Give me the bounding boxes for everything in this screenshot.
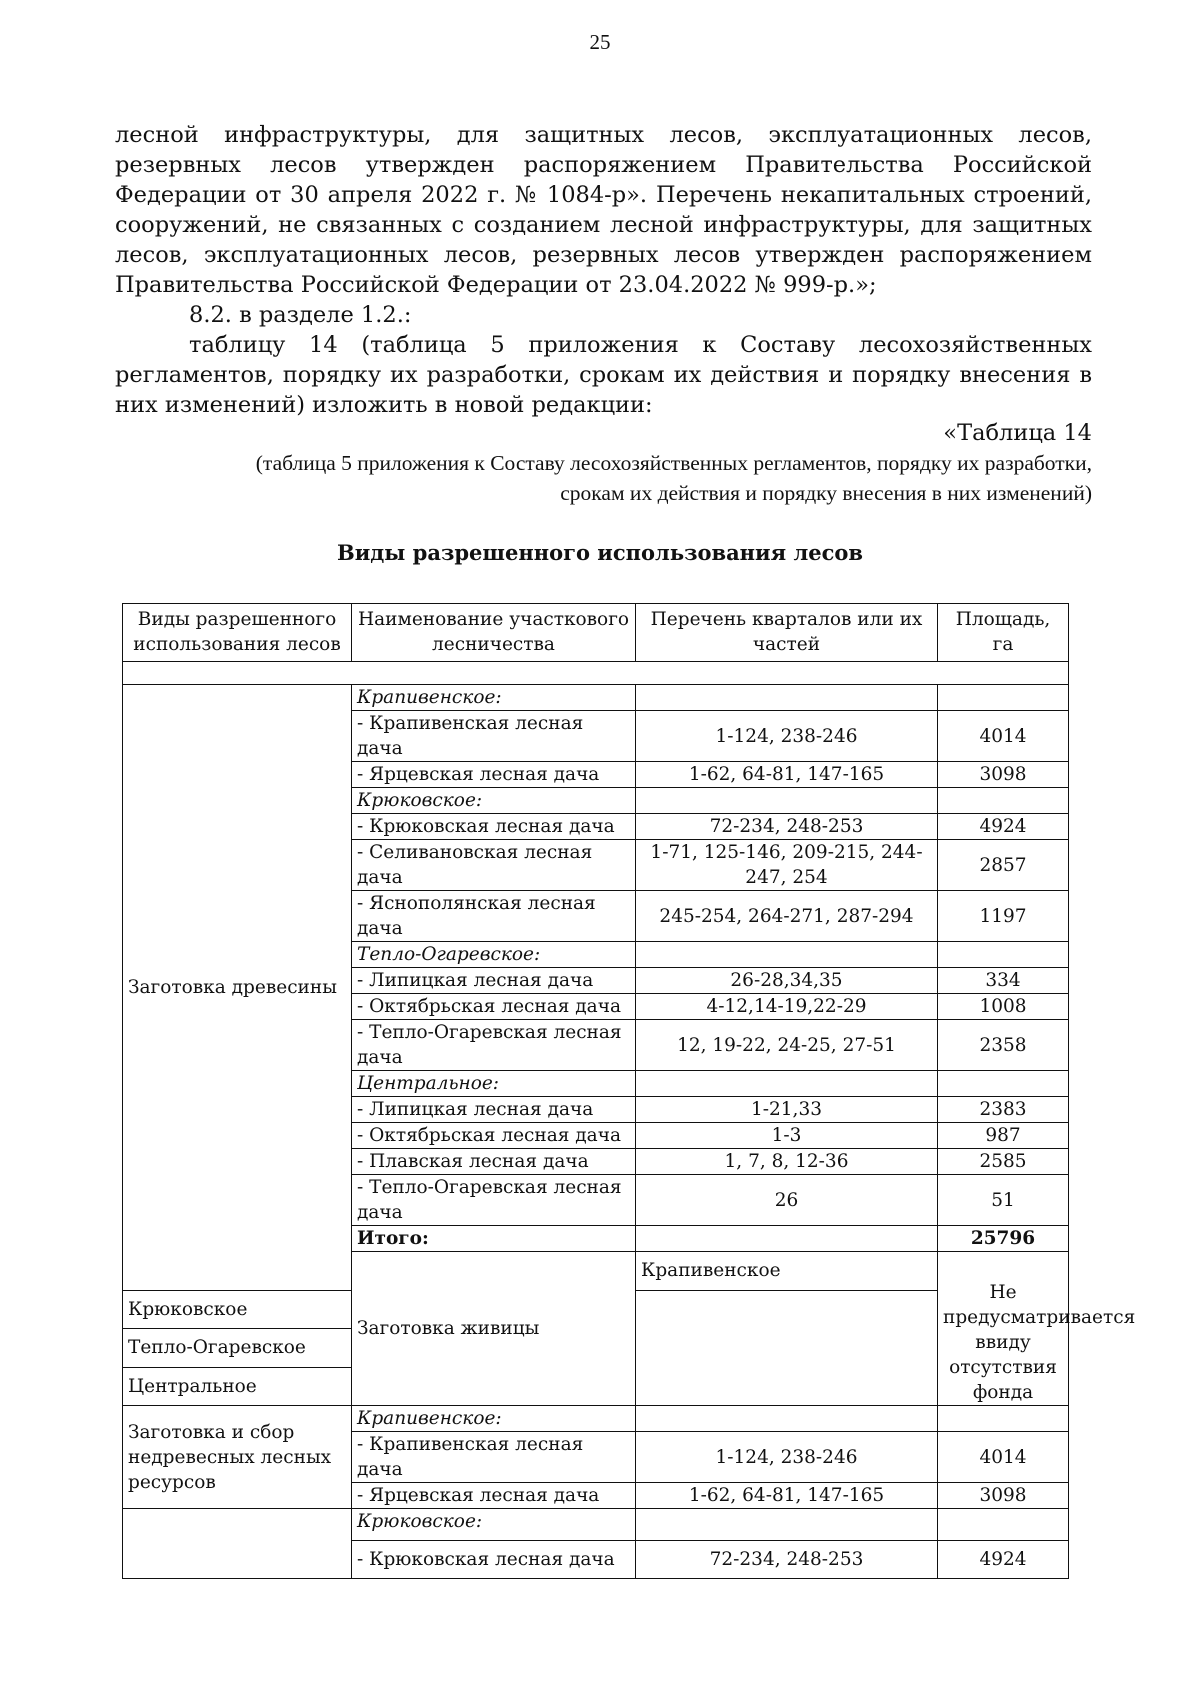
area-cell: 1197 <box>938 891 1069 942</box>
table-title: Виды разрешенного использования лесов <box>336 540 863 565</box>
table-header-row <box>123 604 1069 662</box>
paragraph-instruction: таблицу 14 (таблица 5 приложения к Составу лесохозяйственных регламентов, порядку их разработки, срокам их действия и порядку внесения в них изменений) изложить в новой редакции: <box>115 332 1092 418</box>
spacer-row <box>123 662 1069 685</box>
forestry-section: Крюковское: <box>352 788 636 814</box>
forest-dacha-name: - Липицкая лесная дача <box>352 1097 636 1123</box>
body-text <box>115 120 1092 420</box>
not-provided-note: Не предусматривается ввиду отсутствия фонда <box>938 1252 1069 1406</box>
area-cell: 2383 <box>938 1097 1069 1123</box>
quarters-cell: 72-234, 248-253 <box>636 814 938 840</box>
area-cell <box>938 685 1069 711</box>
table-subtitle-line2: срокам их действия и порядку внесения в них изменений) <box>560 481 1092 505</box>
forest-dacha-name: - Селивановская лесная дача <box>352 840 636 891</box>
paragraph-continuation: лесной инфраструктуры, для защитных лесов, эксплуатационных лесов, резервных лесов утвержден распоряжением Правительства Российской Федерации от 30 апреля 2022 г. № 1084-р». Перечень некапитальных строений, сооружений, не связанных с созданием лесной инфраструктуры, для защитных лесов, эксплуатационных лесов, резервных лесов утвержден распоряжением Правительства Российской Федерации от 23.04.2022 № 999-р.»; <box>115 122 1092 298</box>
header-quarters: Перечень кварталов или их частей <box>636 604 938 662</box>
quarters-cell: 26-28,34,35 <box>636 968 938 994</box>
area-cell <box>938 1071 1069 1097</box>
area-cell: 3098 <box>938 1483 1069 1509</box>
area-cell: 4014 <box>938 1432 1069 1483</box>
paragraph-section-item: 8.2. в разделе 1.2.: <box>189 302 412 328</box>
quarters-cell: 1-71, 125-146, 209-215, 244-247, 254 <box>636 840 938 891</box>
area-cell: 51 <box>938 1175 1069 1226</box>
area-cell: 2857 <box>938 840 1069 891</box>
area-cell <box>938 942 1069 968</box>
forest-dacha-name: - Октябрьская лесная дача <box>352 1123 636 1149</box>
forest-dacha-name: - Тепло-Огаревская лесная дача <box>352 1020 636 1071</box>
forestry-section: Крапивенское: <box>352 1406 636 1432</box>
quarters-cell: 245-254, 264-271, 287-294 <box>636 891 938 942</box>
area-cell <box>938 1509 1069 1541</box>
forestry-section: Крапивенское: <box>352 685 636 711</box>
quarters-cell <box>636 1406 938 1432</box>
quarters-cell: 4-12,14-19,22-29 <box>636 994 938 1020</box>
forest-dacha-name: - Октябрьская лесная дача <box>352 994 636 1020</box>
quarters-cell: 1-62, 64-81, 147-165 <box>636 1483 938 1509</box>
quarters-cell: 1-21,33 <box>636 1097 938 1123</box>
forestry-name: Центральное <box>123 1367 352 1406</box>
use-kind-cell: Заготовка и сбор недревесных лесных ресурсов <box>123 1406 352 1509</box>
quarters-cell: 1-124, 238-246 <box>636 711 938 762</box>
area-cell: 4014 <box>938 711 1069 762</box>
quarters-cell: 1-124, 238-246 <box>636 1432 938 1483</box>
total-area: 25796 <box>938 1226 1069 1252</box>
area-cell: 334 <box>938 968 1069 994</box>
area-cell: 2585 <box>938 1149 1069 1175</box>
header-use-kind: Виды разрешенного использования лесов <box>123 604 352 662</box>
quarters-cell: 26 <box>636 1175 938 1226</box>
area-cell <box>938 1406 1069 1432</box>
area-cell: 1008 <box>938 994 1069 1020</box>
area-cell: 4924 <box>938 1541 1069 1579</box>
quarters-cell: 1-62, 64-81, 147-165 <box>636 762 938 788</box>
forest-dacha-name: - Плавская лесная дача <box>352 1149 636 1175</box>
forest-dacha-name: - Ярцевская лесная дача <box>352 762 636 788</box>
forestry-name: Тепло-Огаревское <box>123 1329 352 1368</box>
use-kind-cell-empty <box>123 1509 352 1579</box>
table-subtitle-line1: (таблица 5 приложения к Составу лесохозяйственных регламентов, порядку их разработки, <box>255 451 1092 475</box>
quarters-cell <box>636 1226 938 1252</box>
quarters-cell: 1, 7, 8, 12-36 <box>636 1149 938 1175</box>
table-row <box>123 685 1069 711</box>
table-row <box>123 1509 1069 1541</box>
forest-dacha-name: - Крюковская лесная дача <box>352 814 636 840</box>
quarters-cell: 72-234, 248-253 <box>636 1541 938 1579</box>
forest-dacha-name: - Липицкая лесная дача <box>352 968 636 994</box>
header-forestry: Наименование участкового лесничества <box>352 604 636 662</box>
area-cell <box>938 788 1069 814</box>
area-cell: 3098 <box>938 762 1069 788</box>
forestry-section: Тепло-Огаревское: <box>352 942 636 968</box>
header-area: Площадь, га <box>938 604 1069 662</box>
quarters-cell <box>636 788 938 814</box>
forest-dacha-name: - Крапивенская лесная дача <box>352 1432 636 1483</box>
quarters-cell: 12, 19-22, 24-25, 27-51 <box>636 1020 938 1071</box>
page-number: 25 <box>589 30 611 54</box>
forest-dacha-name: - Крапивенская лесная дача <box>352 711 636 762</box>
use-kind-cell: Заготовка живицы <box>352 1252 636 1406</box>
area-cell: 4924 <box>938 814 1069 840</box>
quarters-cell <box>636 942 938 968</box>
forestry-section: Крюковское: <box>352 1509 636 1541</box>
quarters-cell <box>636 685 938 711</box>
quarters-cell <box>636 1509 938 1541</box>
quarters-cell: 1-3 <box>636 1123 938 1149</box>
forestry-section: Центральное: <box>352 1071 636 1097</box>
forest-dacha-name: - Тепло-Огаревская лесная дача <box>352 1175 636 1226</box>
forest-dacha-name: - Крюковская лесная дача <box>352 1541 636 1579</box>
table-label: «Таблица 14 <box>943 420 1092 446</box>
forest-use-table <box>122 603 1136 1579</box>
forestry-name: Крюковское <box>123 1290 352 1329</box>
area-cell: 987 <box>938 1123 1069 1149</box>
total-label: Итого: <box>352 1226 636 1252</box>
table-row <box>123 1406 1069 1432</box>
forest-dacha-name: - Ярцевская лесная дача <box>352 1483 636 1509</box>
forestry-name: Крапивенское <box>636 1252 938 1291</box>
quarters-cell <box>636 1071 938 1097</box>
use-kind-cell: Заготовка древесины <box>123 685 352 1291</box>
forest-dacha-name: - Яснополянская лесная дача <box>352 891 636 942</box>
area-cell: 2358 <box>938 1020 1069 1071</box>
